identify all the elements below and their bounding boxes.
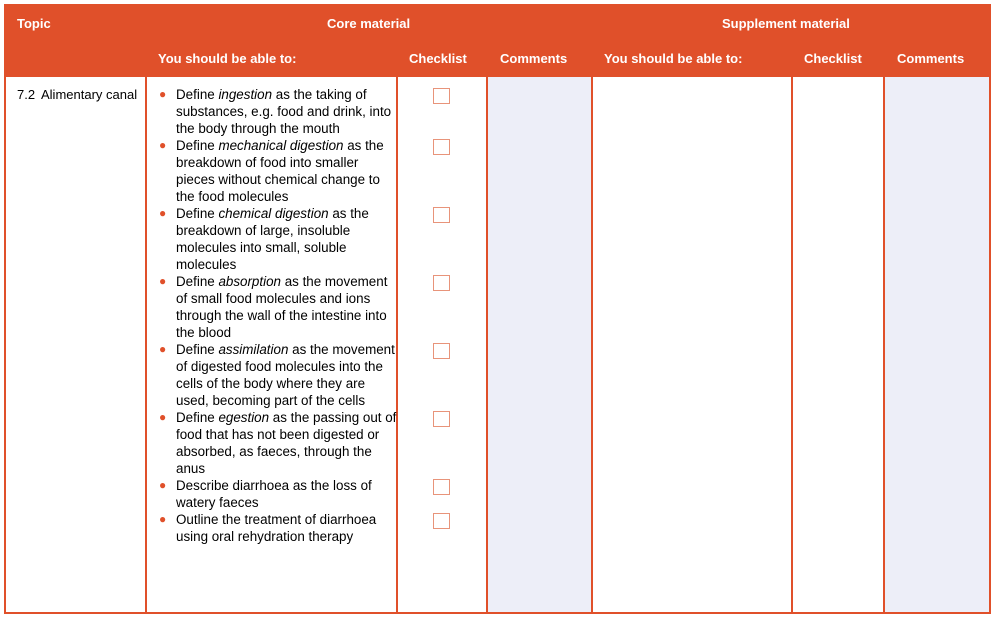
- column-divider: [883, 76, 885, 612]
- objective-text: Define: [176, 206, 219, 221]
- checkbox-icon[interactable]: [433, 479, 450, 495]
- header-divider: [6, 76, 989, 77]
- checkbox-icon[interactable]: [433, 88, 450, 104]
- header-topic: Topic: [17, 16, 51, 31]
- topic-title: Alimentary canal: [41, 87, 138, 102]
- objective-text: Define: [176, 274, 219, 289]
- bullet-icon: ●: [159, 410, 167, 424]
- objective-text: Outline the treatment of diarrhoea using oral rehydration therapy: [176, 512, 377, 544]
- objective-term: assimilation: [218, 342, 289, 357]
- objective-text: as the breakdown of food into smaller pieces without chemical change to the food molecules: [176, 138, 384, 204]
- objective-term: mechanical digestion: [218, 138, 344, 153]
- column-divider: [145, 76, 147, 612]
- core-comments-cell[interactable]: [488, 77, 591, 612]
- objective-item: [151, 137, 399, 205]
- objective-text: as the taking of substances, e.g. food and drink, into the body through the mouth: [176, 87, 392, 136]
- core-objectives-list: [151, 86, 399, 545]
- topic-number: 7.2: [17, 87, 36, 102]
- column-divider: [591, 76, 593, 612]
- objective-term: ingestion: [218, 87, 273, 102]
- bullet-icon: ●: [159, 512, 167, 526]
- column-divider: [486, 76, 488, 612]
- bullet-icon: ●: [159, 478, 167, 492]
- checkbox-icon[interactable]: [433, 139, 450, 155]
- objective-item: [151, 477, 399, 511]
- objective-item: [151, 511, 399, 545]
- header-core-able: You should be able to:: [158, 51, 297, 66]
- checkbox-icon[interactable]: [433, 513, 450, 529]
- objective-term: egestion: [218, 410, 270, 425]
- objective-text: as the breakdown of large, insoluble molecules into small, soluble molecules: [176, 206, 369, 272]
- header-supplement-material: Supplement material: [722, 16, 850, 31]
- bullet-icon: ●: [159, 138, 167, 152]
- header-supp-checklist: Checklist: [804, 51, 862, 66]
- objective-text: as the movement of digested food molecules into the cells of the body where they are used, becoming part of the cells: [176, 342, 395, 408]
- header-core-comments: Comments: [500, 51, 568, 66]
- header-supp-comments: Comments: [897, 51, 965, 66]
- objective-term: chemical digestion: [218, 206, 329, 221]
- objective-item: [151, 205, 399, 273]
- objective-text: Define: [176, 342, 219, 357]
- supp-comments-cell[interactable]: [885, 77, 989, 612]
- checkbox-icon[interactable]: [433, 275, 450, 291]
- objective-text: as the movement of small food molecules and ions through the wall of the intestine into the blood: [176, 274, 388, 340]
- bullet-icon: ●: [159, 206, 167, 220]
- objective-text: Describe diarrhoea as the loss of watery faeces: [176, 478, 372, 510]
- bullet-icon: ●: [159, 274, 167, 288]
- header-supp-able: You should be able to:: [604, 51, 743, 66]
- objective-item: [151, 341, 399, 409]
- checkbox-icon[interactable]: [433, 207, 450, 223]
- objective-text: Define: [176, 410, 219, 425]
- objective-item: [151, 86, 399, 137]
- table-header: [6, 6, 989, 76]
- topic-cell: [17, 86, 141, 103]
- syllabus-checklist-table: [4, 4, 991, 614]
- objective-term: absorption: [218, 274, 281, 289]
- objective-text: Define: [176, 138, 219, 153]
- objective-text: Define: [176, 87, 219, 102]
- header-core-checklist: Checklist: [409, 51, 467, 66]
- column-divider: [791, 76, 793, 612]
- checkbox-icon[interactable]: [433, 411, 450, 427]
- checkbox-icon[interactable]: [433, 343, 450, 359]
- header-core-material: Core material: [327, 16, 411, 31]
- objective-text: as the passing out of food that has not been digested or absorbed, as faeces, through the anus: [176, 410, 397, 476]
- objective-item: [151, 273, 399, 341]
- objective-item: [151, 409, 399, 477]
- bullet-icon: ●: [159, 342, 167, 356]
- bullet-icon: ●: [159, 87, 167, 101]
